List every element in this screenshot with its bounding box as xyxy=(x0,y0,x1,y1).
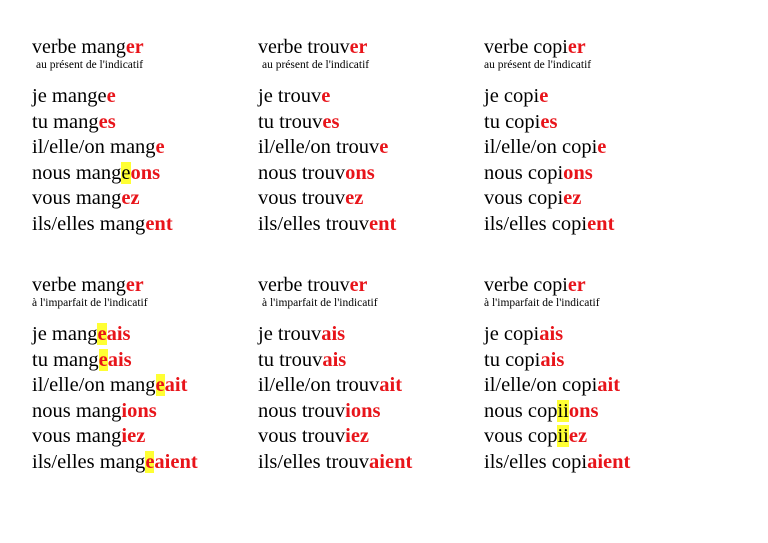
conjugation-text: ils/elles trouv xyxy=(258,450,370,473)
conjugation-line xyxy=(258,373,488,399)
conjugation-line xyxy=(32,424,262,450)
verb-ending: er xyxy=(567,274,586,296)
conjugation-text: nous mang xyxy=(32,161,122,184)
verb-stem: verbe trouv xyxy=(258,36,350,58)
conjugation-ending: ent xyxy=(369,212,397,235)
conjugation-ending: ez xyxy=(121,187,140,210)
conjugation-line xyxy=(32,450,262,476)
conjugation-text: vous mang xyxy=(32,187,122,210)
conjugation-text: nous mang xyxy=(32,399,122,422)
conjugation-line xyxy=(258,110,488,136)
conjugation-line xyxy=(484,186,714,212)
conjugation-line xyxy=(32,186,262,212)
conjugation-ending: ais xyxy=(539,323,564,345)
conjugation-ending: e xyxy=(379,136,389,159)
verb-ending: er xyxy=(125,36,144,58)
block-copier-present xyxy=(484,36,714,238)
conjugation-ending: iez xyxy=(121,425,146,448)
verb-ending: er xyxy=(125,274,144,296)
conjugation-line xyxy=(484,84,714,110)
conjugation-line xyxy=(258,84,488,110)
block-trouver-present xyxy=(258,36,488,238)
verb-ending: er xyxy=(349,274,368,296)
conjugation-text: vous trouv xyxy=(258,425,346,448)
conjugation-text: nous copi xyxy=(484,161,564,184)
conjugation-line xyxy=(484,450,714,476)
conjugation-text: vous cop xyxy=(484,425,558,448)
conjugation-ending: ons xyxy=(130,161,161,184)
conjugation-line xyxy=(484,212,714,238)
block-copier-imparfait xyxy=(484,274,714,476)
conjugation-line xyxy=(32,84,262,110)
highlighted-letter: ii xyxy=(557,425,569,448)
conjugation-ending: ait xyxy=(164,374,188,397)
conjugation-text: nous trouv xyxy=(258,399,346,422)
conjugation-line xyxy=(258,212,488,238)
verb-title xyxy=(32,36,262,58)
conjugation-text: il/elle/on trouv xyxy=(258,136,380,159)
conjugation-ending: aient xyxy=(154,450,198,473)
conjugation-ending: ez xyxy=(345,187,364,210)
tense-subtitle: à l'imparfait de l'indicatif xyxy=(32,297,148,309)
verb-title xyxy=(484,274,714,296)
conjugation-line xyxy=(484,348,714,374)
conjugation-ending: ez xyxy=(568,425,588,448)
conjugation-line xyxy=(32,161,262,187)
conjugation-line xyxy=(484,373,714,399)
tense-subtitle: à l'imparfait de l'indicatif xyxy=(262,297,378,309)
conjugation-line xyxy=(32,212,262,238)
conjugation-line xyxy=(32,135,262,161)
conjugation-ending: ent xyxy=(145,212,173,235)
tense-subtitle: à l'imparfait de l'indicatif xyxy=(484,297,600,309)
block-manger-present xyxy=(32,36,262,238)
conjugation-ending: ions xyxy=(345,399,381,422)
conjugation-text: tu copi xyxy=(484,110,541,133)
conjugation-line xyxy=(32,373,262,399)
conjugation-ending: es xyxy=(98,110,116,133)
conjugation-line xyxy=(258,186,488,212)
conjugation-text: nous cop xyxy=(484,399,558,422)
conjugation-line xyxy=(484,424,714,450)
conjugation-text: je mange xyxy=(32,85,107,107)
conjugation-ending: e xyxy=(98,348,108,371)
conjugation-line xyxy=(484,399,714,425)
conjugation-text: vous mang xyxy=(32,425,122,448)
conjugation-text: nous trouv xyxy=(258,161,346,184)
tense-subtitle: au présent de l'indicatif xyxy=(262,59,370,71)
block-trouver-imparfait xyxy=(258,274,488,476)
conjugation-line xyxy=(484,161,714,187)
conjugation-ending: es xyxy=(322,110,340,133)
conjugation-text: il/elle/on trouv xyxy=(258,374,380,397)
conjugation-text: ils/elles copi xyxy=(484,212,588,235)
block-manger-imparfait xyxy=(32,274,262,476)
conjugation-ending: aient xyxy=(587,450,631,473)
conjugation-list xyxy=(258,322,488,476)
conjugation-text: tu trouv xyxy=(258,348,323,371)
conjugation-text: vous copi xyxy=(484,187,564,210)
conjugation-line xyxy=(32,399,262,425)
conjugation-ending: es xyxy=(540,110,558,133)
conjugation-line xyxy=(32,110,262,136)
conjugation-text: il/elle/on mang xyxy=(32,374,156,397)
conjugation-ending: ons xyxy=(345,161,375,184)
conjugation-line xyxy=(484,110,714,136)
conjugation-line xyxy=(484,135,714,161)
conjugation-line xyxy=(258,450,488,476)
tense-subtitle: au présent de l'indicatif xyxy=(36,59,144,71)
conjugation-ending: ez xyxy=(563,187,582,210)
conjugation-ending: ais xyxy=(321,323,346,345)
conjugation-ending: ait xyxy=(379,374,403,397)
conjugation-ending: e xyxy=(539,85,549,107)
conjugation-ending: ais xyxy=(107,348,132,371)
conjugation-text: tu mang xyxy=(32,348,99,371)
conjugation-text: il/elle/on copi xyxy=(484,136,598,159)
conjugation-line xyxy=(484,322,714,348)
conjugation-list xyxy=(484,84,714,238)
verb-stem: verbe copi xyxy=(484,274,568,296)
conjugation-text: ils/elles mang xyxy=(32,450,146,473)
conjugation-ending: ait xyxy=(597,374,621,397)
conjugation-line xyxy=(258,399,488,425)
conjugation-text: ils/elles trouv xyxy=(258,212,370,235)
verb-title xyxy=(258,274,488,296)
verb-ending: er xyxy=(567,36,586,58)
conjugation-ending: e xyxy=(321,85,331,107)
verb-ending: er xyxy=(349,36,368,58)
verb-stem: verbe copi xyxy=(484,36,568,58)
highlighted-letter: e xyxy=(121,161,131,184)
conjugation-line xyxy=(258,322,488,348)
verb-stem: verbe trouv xyxy=(258,274,350,296)
verb-stem: verbe mang xyxy=(32,274,126,296)
conjugation-ending: ons xyxy=(563,161,593,184)
conjugation-ending: aient xyxy=(369,450,413,473)
conjugation-ending: e xyxy=(145,450,155,473)
conjugation-line xyxy=(32,348,262,374)
conjugation-line xyxy=(258,348,488,374)
conjugation-ending: e xyxy=(106,85,116,107)
conjugation-text: il/elle/on mang xyxy=(32,136,156,159)
conjugation-text: ils/elles mang xyxy=(32,212,146,235)
conjugation-line xyxy=(258,135,488,161)
conjugation-text: ils/elles copi xyxy=(484,450,588,473)
conjugation-ending: ais xyxy=(540,348,565,371)
conjugation-list xyxy=(258,84,488,238)
conjugation-text: tu copi xyxy=(484,348,541,371)
conjugation-ending: ions xyxy=(121,399,157,422)
conjugation-list xyxy=(32,322,262,476)
conjugation-text: il/elle/on copi xyxy=(484,374,598,397)
conjugation-ending: ent xyxy=(587,212,615,235)
conjugation-ending: ais xyxy=(322,348,347,371)
conjugation-text: tu mang xyxy=(32,110,99,133)
conjugation-ending: iez xyxy=(345,425,370,448)
conjugation-ending: e xyxy=(155,374,165,397)
tense-subtitle: au présent de l'indicatif xyxy=(484,59,592,71)
conjugation-line xyxy=(32,322,262,348)
conjugation-ending: e xyxy=(155,136,165,159)
conjugation-text: vous trouv xyxy=(258,187,346,210)
conjugation-text: je copi xyxy=(484,323,540,345)
conjugation-ending: ais xyxy=(106,323,131,345)
verb-title xyxy=(258,36,488,58)
verb-title xyxy=(32,274,262,296)
conjugation-ending: e xyxy=(97,323,107,345)
highlighted-letter: ii xyxy=(557,399,569,422)
conjugation-list xyxy=(32,84,262,238)
conjugation-text: je mang xyxy=(32,323,98,345)
conjugation-text: je trouv xyxy=(258,85,322,107)
verb-stem: verbe mang xyxy=(32,36,126,58)
verb-title xyxy=(484,36,714,58)
conjugation-text: je trouv xyxy=(258,323,322,345)
conjugation-line xyxy=(258,424,488,450)
conjugation-line xyxy=(258,161,488,187)
conjugation-text: je copi xyxy=(484,85,540,107)
conjugation-text: tu trouv xyxy=(258,110,323,133)
conjugation-list xyxy=(484,322,714,476)
conjugation-ending: e xyxy=(597,136,607,159)
conjugation-ending: ons xyxy=(568,399,599,422)
